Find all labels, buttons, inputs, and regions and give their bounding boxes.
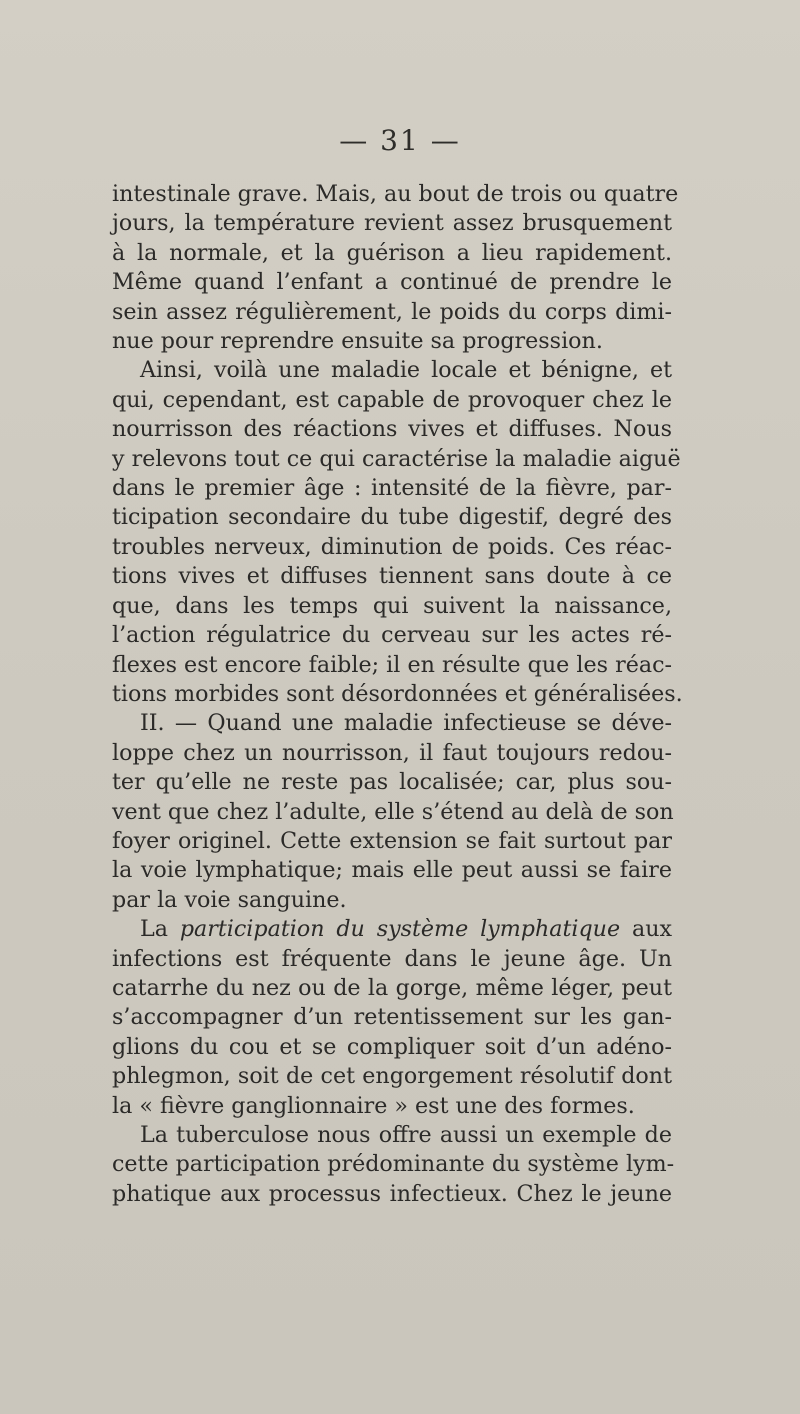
text-line: l’action régulatrice du cerveau sur les actes ré- [112,622,672,649]
text-line: Ainsi, voilà une maladie locale et bénigne, et [140,357,672,384]
text-line: catarrhe du nez ou de la gorge, même léger, peut [112,974,672,1001]
paragraph-4 [112,915,672,1121]
text-line: jours, la température revient assez brusquement [112,210,672,237]
text-line: intestinale grave. Mais, au bout de trois ou quatre [112,181,679,207]
text-line: qui, cependant, est capable de provoquer chez le [112,386,672,413]
text-line: foyer originel. Cette extension se fait surtout par [112,827,672,854]
page-number: — 31 — [339,124,461,157]
paragraph-1 [112,180,679,356]
text-line: infections est fréquente dans le jeune âge. Un [112,945,672,972]
text-line: nourrisson des réactions vives et diffuses. Nous [112,416,672,443]
text-line: ticipation secondaire du tube digestif, degré des [112,504,672,531]
paragraph-2 [112,356,683,709]
paragraph-5 [112,1121,675,1209]
text-line: troubles nerveux, diminution de poids. Ces réac- [112,533,672,560]
text-line: la voie lymphatique; mais elle peut aussi se faire [112,857,672,884]
text-line: flexes est encore faible; il en résulte que les réac- [112,651,672,678]
text-line: ter qu’elle ne reste pas localisée; car, plus sou- [112,769,672,796]
text-line: glions du cou et se compliquer soit d’un adéno- [112,1033,672,1060]
text-line: que, dans les temps qui suivent la naissance, [112,592,672,619]
text-line: phatique aux processus infectieux. Chez le jeune [112,1180,672,1207]
text-line: y relevons tout ce qui caractérise la maladie aiguë [112,445,681,472]
text-line: loppe chez un nourrisson, il faut toujours redou- [112,739,672,766]
text-line: la « fièvre ganglionnaire » est une des formes. [112,1092,635,1119]
text-line: tions vives et diffuses tiennent sans doute à ce [112,563,672,590]
italic-phrase: participation du système lymphatique [179,916,621,943]
text-line: La tuberculose nous offre aussi un exemple de [140,1122,672,1148]
text-line: s’accompagner d’un retentissement sur les gan- [112,1004,672,1031]
text-fragment: aux [620,916,672,943]
body-text [112,180,683,1209]
text-line: par la voie sanguine. [112,886,347,913]
text-line: vent que chez l’adulte, elle s’étend au delà de son [112,798,674,825]
text-fragment: La [140,916,180,943]
text-line [112,915,672,944]
paragraph-3 [112,709,672,915]
text-line: II. — Quand une maladie infectieuse se déve- [140,710,672,737]
text-line: Même quand l’enfant a continué de prendre le [112,269,672,296]
text-line: à la normale, et la guérison a lieu rapidement. [112,239,672,266]
text-line: nue pour reprendre ensuite sa progression. [112,328,603,355]
text-line: dans le premier âge : intensité de la fièvre, par- [112,475,672,502]
text-line: cette participation prédominante du système lym- [112,1151,675,1178]
text-line: sein assez régulièrement, le poids du corps dimi- [112,298,672,325]
text-line: tions morbides sont désordonnées et généralisées. [112,680,683,707]
text-line: phlegmon, soit de cet engorgement résolutif dont [112,1063,672,1090]
